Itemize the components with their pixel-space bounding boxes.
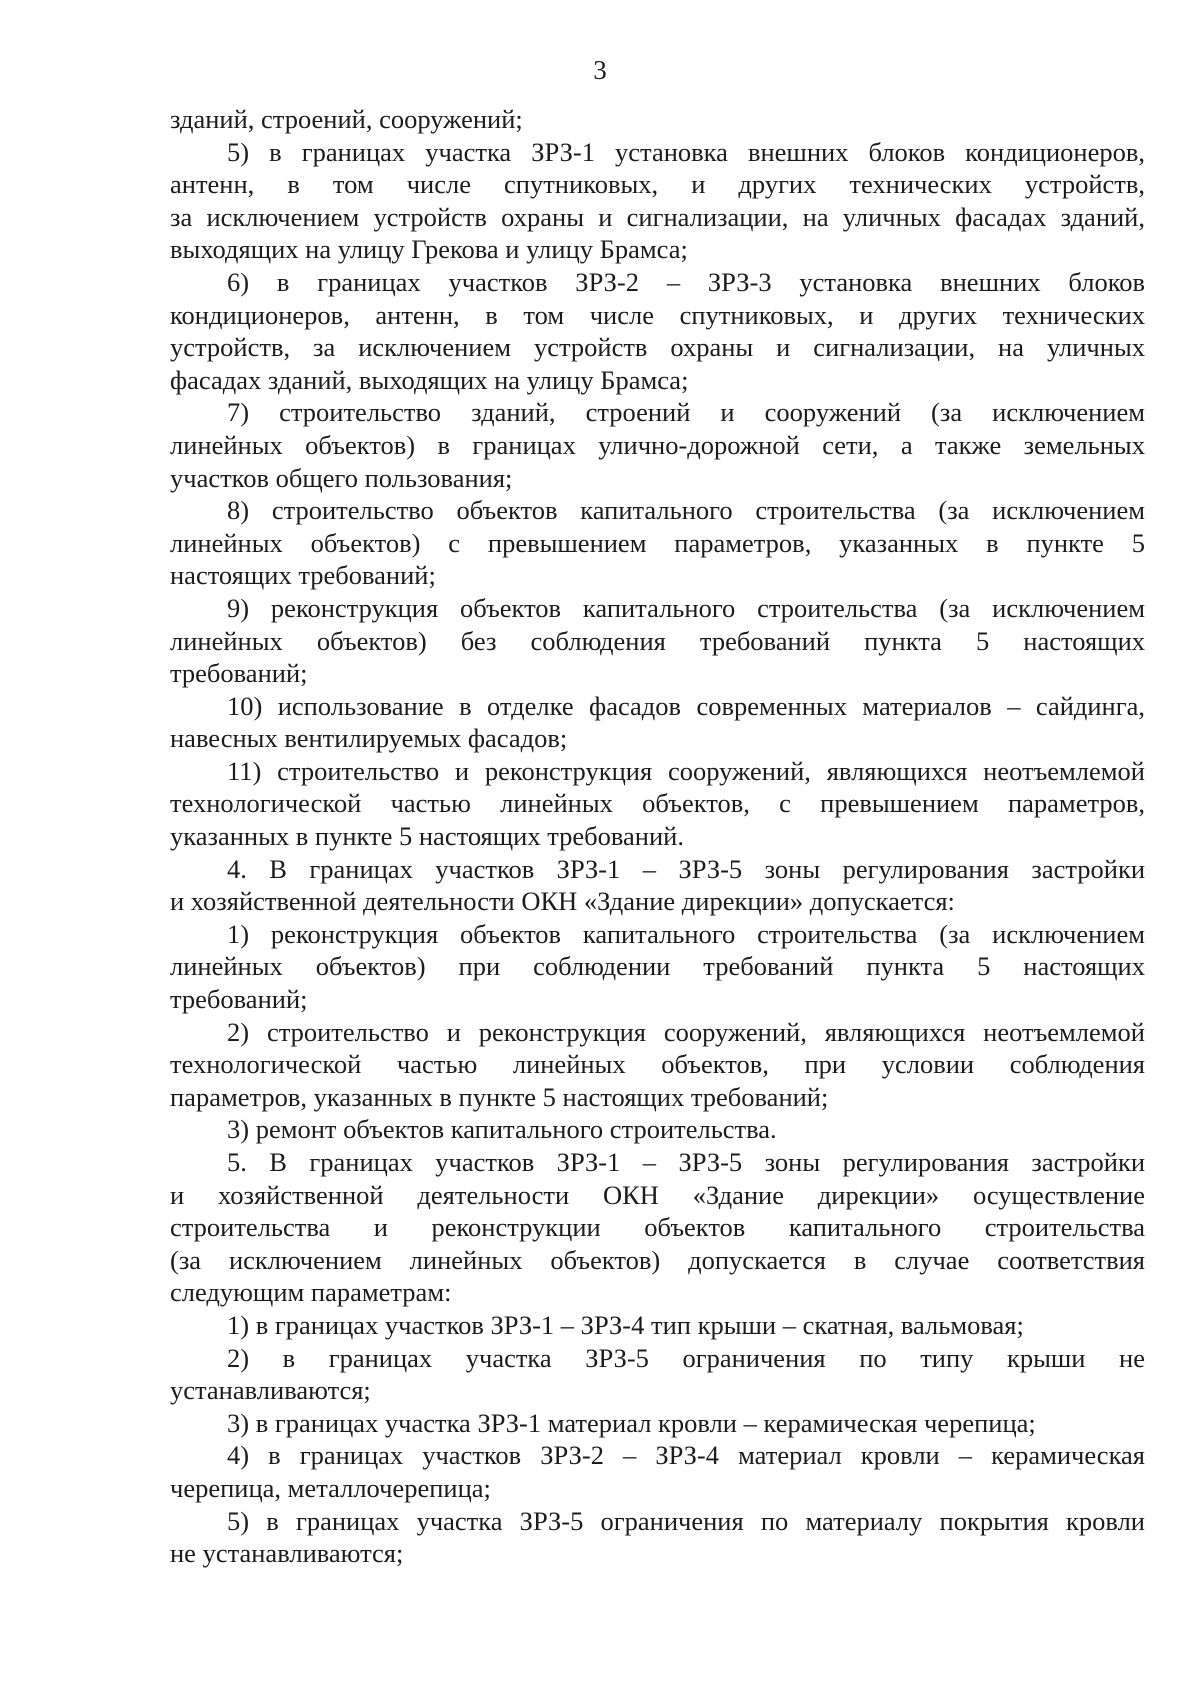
text-line: (за исключением линейных объектов) допускается в случае соответствия (170, 1244, 1145, 1275)
text-line: 5) в границах участка ЗРЗ-5 ограничения по материалу покрытия кровли (227, 1505, 1145, 1536)
text-line: 10) использование в отделке фасадов современных материалов – сайдинга, (227, 690, 1145, 721)
text-line: и хозяйственной деятельности ОКН «Здание дирекции» допускается: (170, 886, 955, 917)
text-line: 3) ремонт объектов капитального строительства. (227, 1114, 777, 1145)
text-line: зданий, строений, сооружений; (170, 104, 523, 134)
text-line: требований; (170, 984, 308, 1015)
text-line: указанных в пункте 5 настоящих требований. (170, 821, 684, 852)
text-line: 4) в границах участков ЗРЗ-2 – ЗРЗ-4 материал кровли – керамическая (227, 1440, 1145, 1471)
text-line: 6) в границах участков ЗРЗ-2 – ЗРЗ-3 установка внешних блоков (227, 266, 1145, 297)
text-line: настоящих требований; (170, 560, 436, 591)
text-line: 4. В границах участков ЗРЗ-1 – ЗРЗ-5 зоны регулирования застройки (227, 853, 1145, 884)
text-line: линейных объектов) с превышением параметров, указанных в пункте 5 (170, 527, 1145, 558)
text-line: черепица, металлочерепица; (170, 1472, 491, 1503)
text-line: технологической частью линейных объектов, при условии соблюдения (170, 1049, 1145, 1080)
text-line: параметров, указанных в пункте 5 настоящих требований; (170, 1081, 829, 1112)
page-number: 3 (593, 55, 607, 85)
text-line: линейных объектов) без соблюдения требований пункта 5 настоящих (170, 625, 1145, 656)
text-line: участков общего пользования; (170, 462, 513, 493)
text-line: антенн, в том числе спутниковых, и других технических устройств, (170, 169, 1145, 200)
text-line: следующим параметрам: (170, 1277, 452, 1308)
text-line: устройств, за исключением устройств охраны и сигнализации, на уличных (170, 332, 1145, 363)
text-line: за исключением устройств охраны и сигнализации, на уличных фасадах зданий, (170, 201, 1145, 232)
text-line: 7) строительство зданий, строений и сооружений (за исключением (227, 397, 1145, 428)
text-line: не устанавливаются; (170, 1538, 404, 1569)
text-line: линейных объектов) в границах улично-дорожной сети, а также земельных (170, 429, 1145, 460)
text-line: 3) в границах участка ЗРЗ-1 материал кровли – керамическая черепица; (227, 1407, 1036, 1438)
text-line: 5. В границах участков ЗРЗ-1 – ЗРЗ-5 зоны регулирования застройки (227, 1147, 1145, 1177)
text-line: линейных объектов) при соблюдении требований пункта 5 настоящих (170, 951, 1145, 982)
text-line: требований; (170, 658, 308, 689)
text-line: фасадах зданий, выходящих на улицу Брамса; (170, 364, 689, 395)
text-line: и хозяйственной деятельности ОКН «Здание дирекции» осуществление (170, 1179, 1145, 1210)
text-line: строительства и реконструкции объектов капитального строительства (170, 1212, 1145, 1243)
text-line: устанавливаются; (170, 1375, 371, 1406)
text-line: 11) строительство и реконструкция сооружений, являющихся неотъемлемой (227, 755, 1145, 786)
text-line: кондиционеров, антенн, в том числе спутниковых, и других технических (170, 299, 1145, 330)
text-line: выходящих на улицу Грекова и улицу Брамса; (170, 234, 688, 265)
text-line: 2) в границах участка ЗРЗ-5 ограничения по типу крыши не (227, 1342, 1145, 1373)
text-line: 1) реконструкция объектов капитального строительства (за исключением (227, 918, 1145, 949)
text-line: технологической частью линейных объектов, с превышением параметров, (170, 788, 1145, 819)
document-body (170, 103, 1145, 1570)
text-line: навесных вентилируемых фасадов; (170, 723, 568, 754)
text-line: 5) в границах участка ЗРЗ-1 установка внешних блоков кондиционеров, (227, 136, 1145, 167)
text-line: 2) строительство и реконструкция сооружений, являющихся неотъемлемой (227, 1016, 1145, 1047)
text-line: 1) в границах участков ЗРЗ-1 – ЗРЗ-4 тип крыши – скатная, вальмовая; (227, 1309, 1024, 1340)
text-line: 8) строительство объектов капитального строительства (за исключением (227, 495, 1145, 526)
text-line: 9) реконструкция объектов капитального строительства (за исключением (227, 592, 1145, 623)
